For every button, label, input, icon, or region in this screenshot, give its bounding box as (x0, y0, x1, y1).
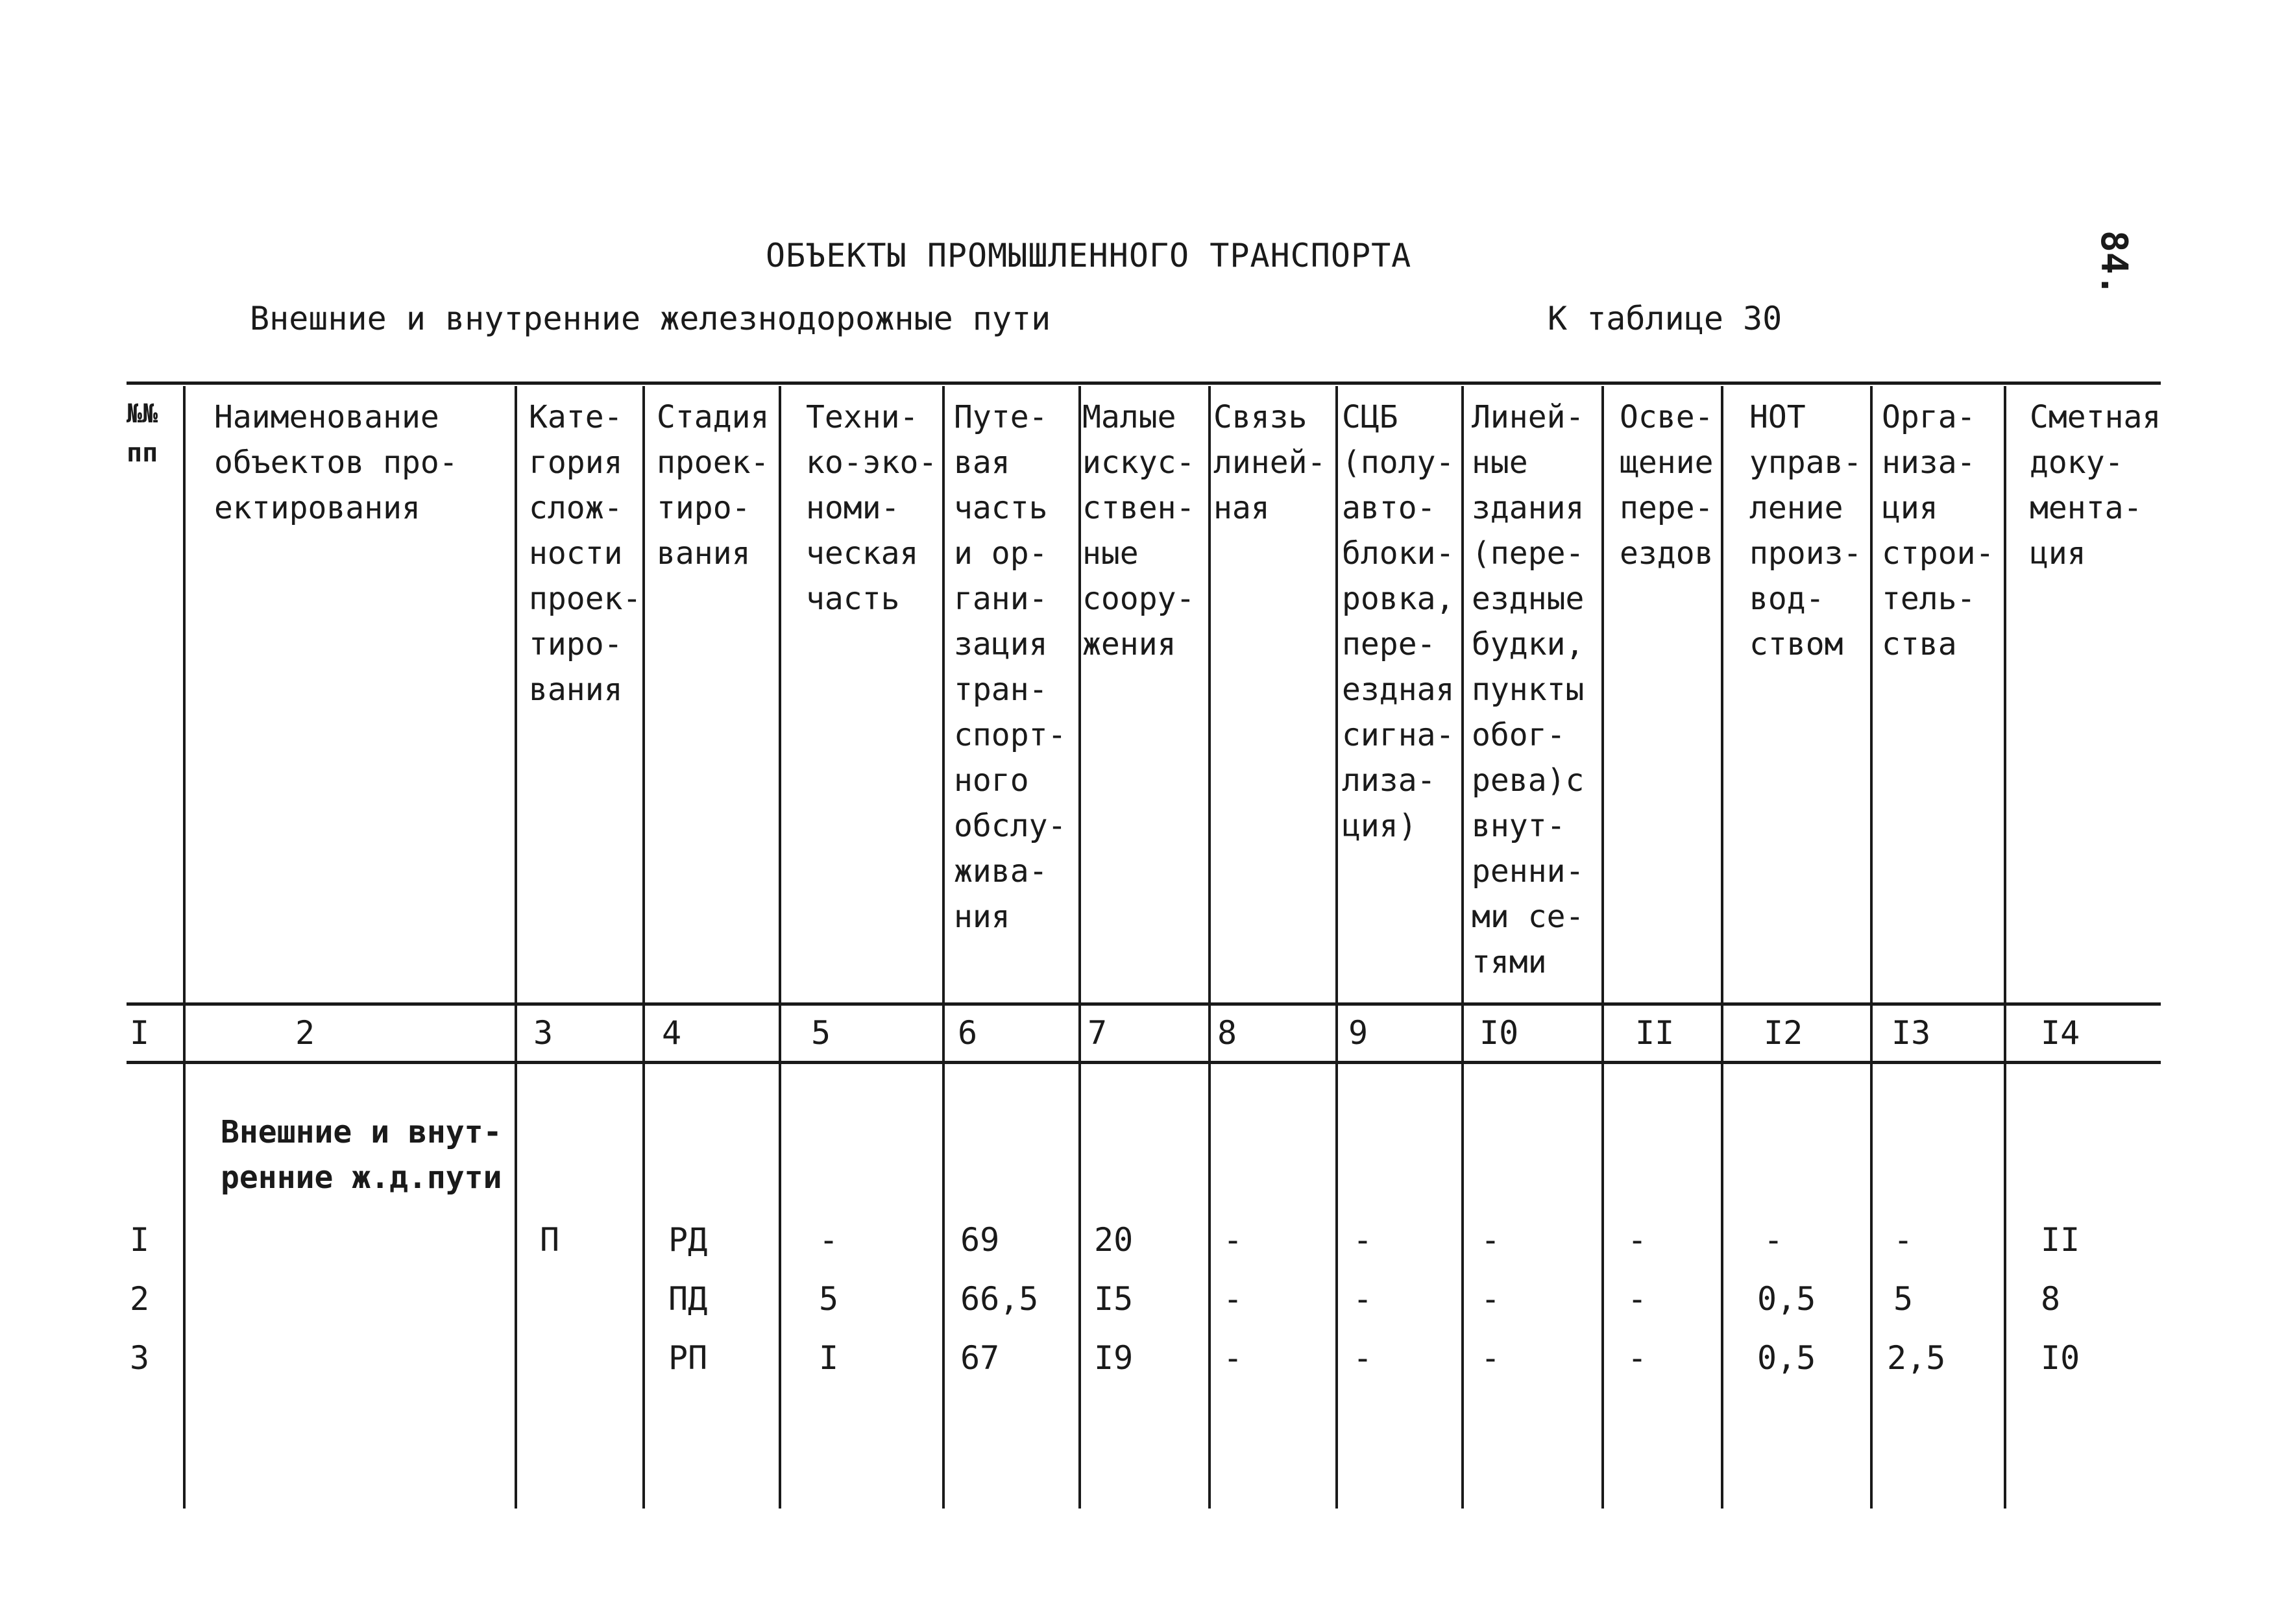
column-divider (1721, 386, 1723, 1509)
column-divider (1208, 386, 1211, 1509)
management-cell: 0,5 (1757, 1339, 1816, 1377)
column-number: II (1635, 1014, 1675, 1052)
column-number: 5 (811, 1014, 831, 1052)
complexity-cell: П (540, 1221, 560, 1259)
track-cell: 66,5 (960, 1280, 1039, 1318)
column-header-object-name: Наименование объектов про- ектирования (214, 399, 458, 526)
column-header-organization: Орга- низа- ция строи- тель- ства (1882, 399, 1995, 662)
column-header-stage: Стадия проек- тиро- вания (657, 399, 770, 572)
estimate-cell: II (2041, 1221, 2080, 1259)
structures-cell: 20 (1094, 1221, 1134, 1259)
economics-cell: - (819, 1221, 839, 1259)
row-number-cell: I (130, 1221, 150, 1259)
stage-cell: РД (668, 1221, 708, 1259)
column-header-number: №№ пп (127, 399, 158, 468)
structures-cell: I9 (1094, 1339, 1134, 1377)
column-header-complexity: Кате- гория слож- ности проек- тиро- вания (529, 399, 642, 708)
track-cell: 67 (960, 1339, 1000, 1377)
column-number: 4 (662, 1014, 682, 1052)
column-header-management: НОТ управ- ление произ- вод- ством (1749, 399, 1862, 662)
column-header-signalling: СЦБ (полу- авто- блоки- ровка, пере- ездная сигна- лиза- ция) (1342, 399, 1455, 844)
column-number: I0 (1479, 1014, 1519, 1052)
estimate-cell: 8 (2041, 1280, 2061, 1318)
column-divider (642, 386, 645, 1509)
column-number: 2 (295, 1014, 315, 1052)
stage-cell: РП (668, 1339, 708, 1377)
lighting-cell: - (1627, 1339, 1648, 1377)
table-reference: К таблице 30 (1548, 300, 1782, 337)
column-number: 6 (958, 1014, 978, 1052)
column-divider (183, 386, 186, 1509)
column-number: 3 (533, 1014, 553, 1052)
column-number: 7 (1088, 1014, 1108, 1052)
column-number: I4 (2041, 1014, 2080, 1052)
column-header-track: Путе- вая часть и ор- гани- зация тран- спорт- ного обслу- жива- ния (954, 399, 1067, 935)
buildings-cell: - (1481, 1280, 1501, 1318)
communication-cell: - (1223, 1339, 1243, 1377)
stage-cell: ПД (668, 1280, 708, 1318)
lighting-cell: - (1627, 1221, 1648, 1259)
structures-cell: I5 (1094, 1280, 1134, 1318)
signalling-cell: - (1353, 1280, 1373, 1318)
management-cell: - (1764, 1221, 1784, 1259)
column-header-estimate: Сметная доку- мента- ция (2030, 399, 2161, 572)
column-header-structures: Малые искус- ствен- ные соору- жения (1082, 399, 1195, 662)
row-number-cell: 3 (130, 1339, 150, 1377)
lighting-cell: - (1627, 1280, 1648, 1318)
column-number: I3 (1891, 1014, 1931, 1052)
track-cell: 69 (960, 1221, 1000, 1259)
estimate-cell: I0 (2041, 1339, 2080, 1377)
column-divider (779, 386, 781, 1509)
signalling-cell: - (1353, 1221, 1373, 1259)
communication-cell: - (1223, 1221, 1243, 1259)
column-header-lighting: Осве- щение пере- ездов (1620, 399, 1714, 572)
column-divider (1461, 386, 1464, 1509)
column-header-buildings: Линей- ные здания (пере- ездные будки, пункты обог- рева)с внут- ренни- ми се- тями (1472, 399, 1585, 980)
column-number: 9 (1348, 1014, 1368, 1052)
section-title: Внешние и внут- ренние ж.д.пути (221, 1114, 502, 1196)
economics-cell: I (819, 1339, 839, 1377)
table-subtitle: Внешние и внутренние железнодорожные пути (250, 300, 1051, 337)
column-number: I (130, 1014, 150, 1052)
column-divider (942, 386, 945, 1509)
organization-cell: 2,5 (1887, 1339, 1946, 1377)
column-divider (2004, 386, 2006, 1509)
buildings-cell: - (1481, 1339, 1501, 1377)
page-number: 84. (2093, 230, 2135, 297)
communication-cell: - (1223, 1280, 1243, 1318)
column-header-economics: Техни- ко-эко- номи- ческая часть (806, 399, 938, 617)
signalling-cell: - (1353, 1339, 1373, 1377)
buildings-cell: - (1481, 1221, 1501, 1259)
organization-cell: 5 (1893, 1280, 1914, 1318)
column-divider (1335, 386, 1338, 1509)
column-divider (1078, 386, 1081, 1509)
numbers-bottom-rule (127, 1061, 2161, 1064)
organization-cell: - (1893, 1221, 1914, 1259)
economics-cell: 5 (819, 1280, 839, 1318)
table-top-rule (127, 382, 2161, 385)
row-number-cell: 2 (130, 1280, 150, 1318)
column-divider (1870, 386, 1873, 1509)
column-divider (1601, 386, 1604, 1509)
header-bottom-rule (127, 1002, 2161, 1006)
column-number: 8 (1217, 1014, 1237, 1052)
column-number: I2 (1764, 1014, 1803, 1052)
column-divider (515, 386, 517, 1509)
column-header-communication: Связь линей- ная (1213, 399, 1326, 526)
management-cell: 0,5 (1757, 1280, 1816, 1318)
document-title: ОБЪЕКТЫ ПРОМЫШЛЕННОГО ТРАНСПОРТА (766, 237, 1412, 274)
